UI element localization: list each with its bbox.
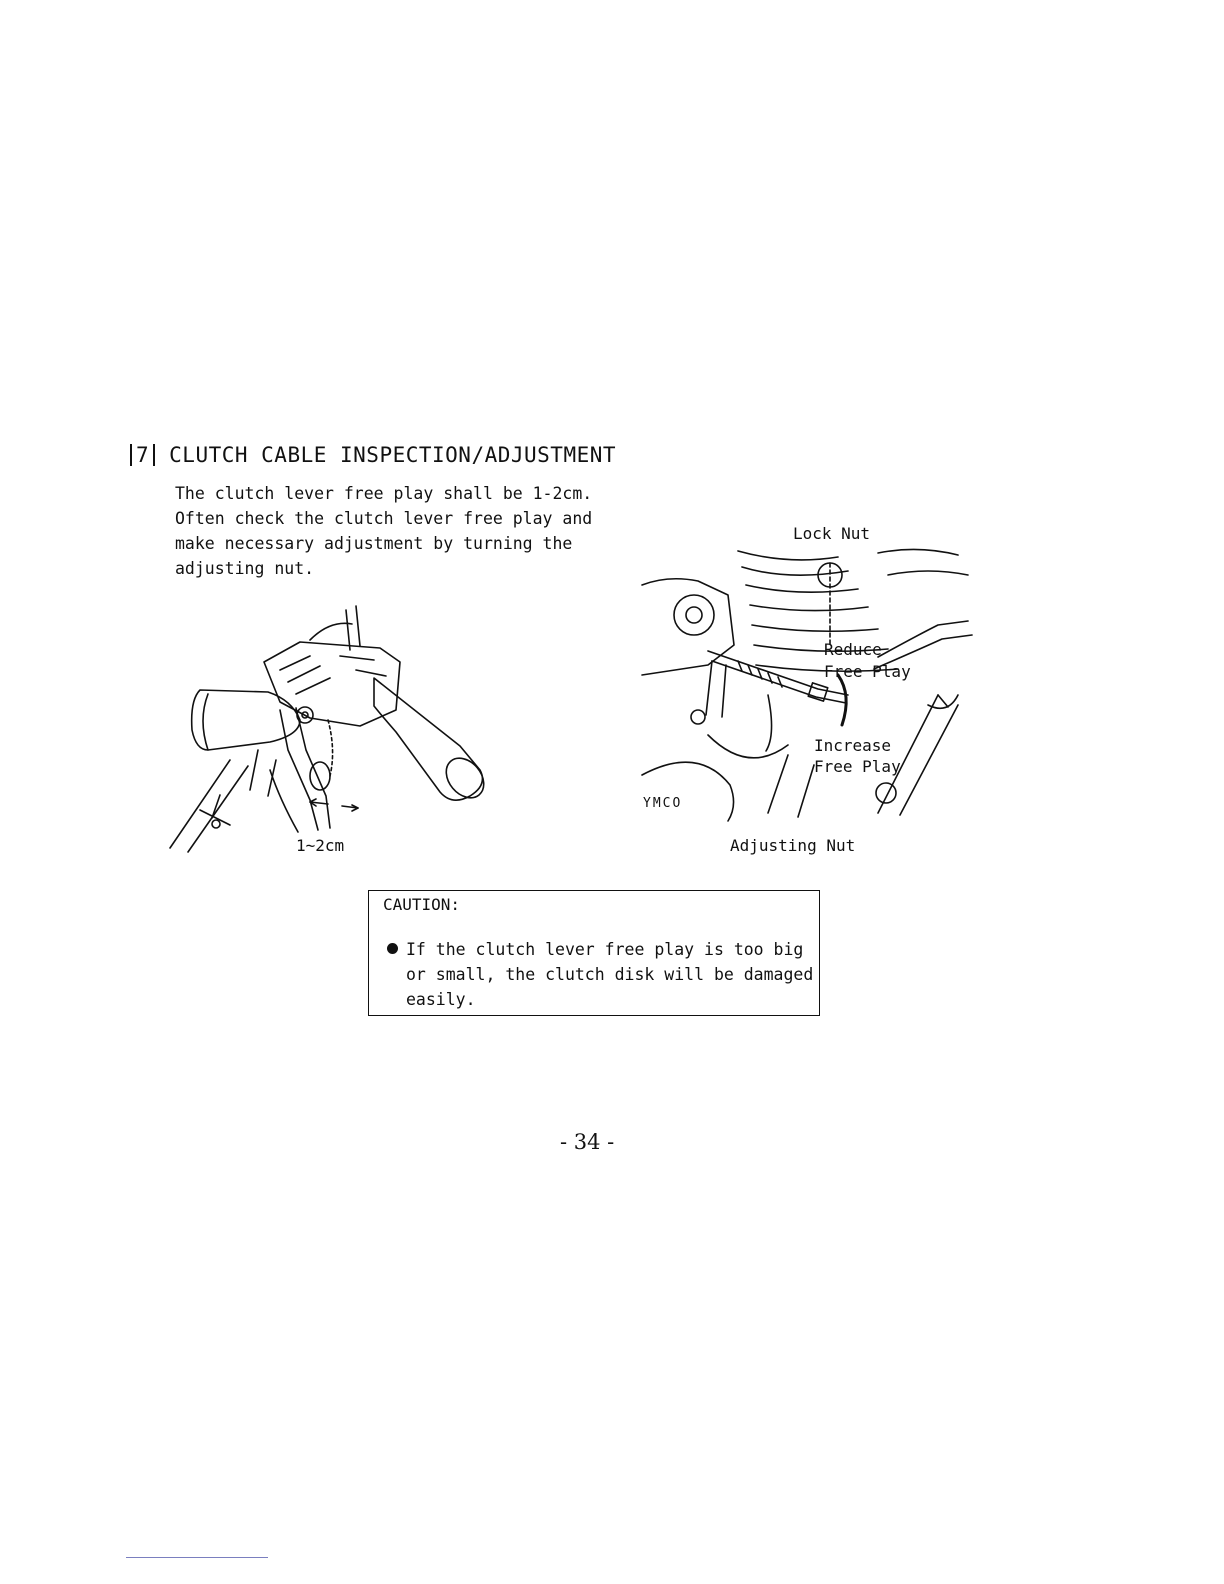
clutch-cable xyxy=(346,606,360,650)
light-lens xyxy=(203,694,208,750)
lower-arc xyxy=(708,735,788,758)
side-cover xyxy=(642,579,734,675)
caution-line: or small, the clutch disk will be damaged xyxy=(406,965,814,984)
bracket-detail xyxy=(280,656,386,694)
upper-fins xyxy=(878,549,968,575)
intro-line: adjusting nut. xyxy=(175,559,315,578)
lock-nut-label: Lock Nut xyxy=(793,524,871,543)
leader-lines xyxy=(768,755,814,817)
crankcase-arc xyxy=(642,762,734,821)
engine-adjusting-nut-illustration xyxy=(638,545,978,825)
reduce-label: Free Play xyxy=(824,662,911,681)
intro-line: make necessary adjustment by turning the xyxy=(175,534,573,553)
lever-tip xyxy=(310,762,330,790)
cover-boss xyxy=(674,595,714,635)
frame-tube xyxy=(878,695,958,815)
leader-line xyxy=(270,770,298,832)
shift-rod xyxy=(706,661,726,717)
caution-line: easily. xyxy=(406,990,476,1009)
measurement-arrowheads xyxy=(310,799,358,811)
rotation-arrow xyxy=(838,675,846,725)
caution-line: If the clutch lever free play is too big xyxy=(406,940,804,959)
page-number: - 34 - xyxy=(560,1130,615,1154)
frame-bolt xyxy=(876,783,896,803)
increase-label: Free Play xyxy=(814,757,901,776)
rod-end xyxy=(691,710,705,724)
adjusting-nut-label: Adjusting Nut xyxy=(730,836,856,855)
mount-lines xyxy=(250,750,276,796)
adjusting-nut xyxy=(808,683,828,701)
caution-body xyxy=(387,937,819,1012)
bracket-curve xyxy=(766,695,772,751)
increase-label: Increase xyxy=(814,736,892,755)
intro-line: The clutch lever free play shall be 1-2cm. xyxy=(175,484,593,503)
clamp-bolt xyxy=(212,820,220,828)
clutch-lever-illustration xyxy=(160,600,500,860)
cover-boss-center xyxy=(686,607,702,623)
measurement-arrows xyxy=(310,802,358,808)
section-title: CLUTCH CABLE INSPECTION/ADJUSTMENT xyxy=(169,443,617,467)
handle-grip xyxy=(374,678,482,800)
section-heading xyxy=(130,443,616,467)
footer-rule xyxy=(126,1557,268,1558)
brand-mark: YMCO xyxy=(643,796,683,811)
handlebar-line xyxy=(170,760,248,852)
reduce-label: Reduce xyxy=(824,640,882,659)
cable-loop xyxy=(310,623,352,640)
bullet-icon xyxy=(387,943,398,954)
measurement-label: 1~2cm xyxy=(296,836,345,855)
intro-line: Often check the clutch lever free play and xyxy=(175,509,593,528)
caution-box xyxy=(368,890,820,1016)
intro-paragraph xyxy=(175,481,615,581)
caution-title: CAUTION: xyxy=(383,895,461,914)
bracket-detail xyxy=(928,695,958,708)
section-number: 7 xyxy=(130,444,155,466)
light-housing xyxy=(192,690,300,750)
